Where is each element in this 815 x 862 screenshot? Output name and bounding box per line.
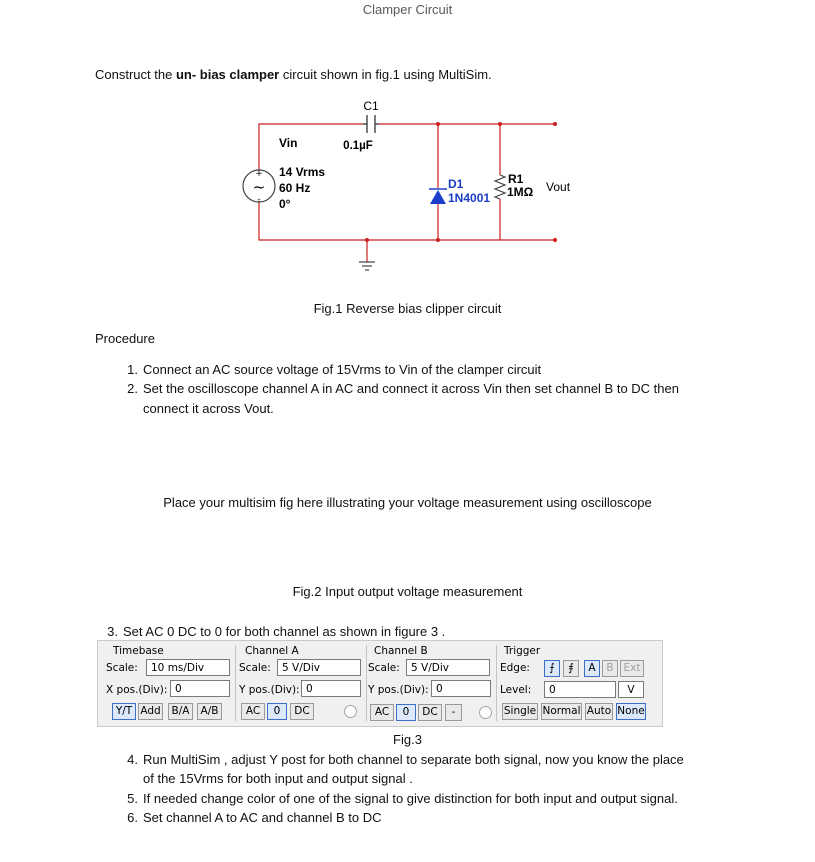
source-frequency: 60 Hz — [279, 181, 311, 195]
junction-resistor-top — [498, 122, 502, 126]
channel-b-ypos-label: Y pos.(Div): — [368, 684, 429, 696]
channel-b-ypos-input[interactable]: 0 — [431, 680, 491, 697]
ab-button[interactable]: A/B — [197, 703, 222, 720]
terminal-vout-top — [553, 122, 557, 126]
source-label-vin: Vin — [279, 136, 298, 150]
terminal-vout-bottom — [553, 238, 557, 242]
step-number: 3. — [107, 624, 118, 639]
output-label-vout: Vout — [546, 180, 571, 194]
capacitor-ref: C1 — [363, 99, 379, 113]
step-text-continued: of the 15Vrms for both input and output signal . — [143, 771, 413, 786]
trigger-edge-label: Edge: — [500, 662, 530, 674]
diode-part: 1N4001 — [448, 191, 491, 205]
step-text: Set AC 0 DC to 0 for both channel as shown in figure 3 . — [123, 624, 446, 639]
channel-b-title: Channel B — [374, 645, 428, 657]
channel-a-scale-input[interactable]: 5 V/Div — [277, 659, 361, 676]
procedure-heading: Procedure — [95, 331, 155, 346]
channel-a-ypos-input[interactable]: 0 — [301, 680, 361, 697]
step-number: 2. — [127, 381, 138, 396]
timebase-xpos-input[interactable]: 0 — [170, 680, 230, 697]
source-minus: - — [257, 195, 261, 205]
none-mode-button[interactable]: None — [616, 703, 646, 720]
auto-mode-button[interactable]: Auto — [585, 703, 613, 720]
timebase-scale-label: Scale: — [106, 662, 138, 674]
channel-b-scale-label: Scale: — [368, 662, 400, 674]
timebase-xpos-label: X pos.(Div): — [106, 684, 168, 696]
channel-b-dc-button[interactable]: DC — [418, 704, 442, 721]
step-number: 1. — [127, 362, 138, 377]
step-text: Run MultiSim , adjust Y post for both channel to separate both signal, now you know the place — [143, 752, 684, 767]
resistor-value: 1MΩ — [507, 185, 534, 199]
junction-diode-bottom — [436, 238, 440, 242]
channel-a-scale-label: Scale: — [239, 662, 271, 674]
bottom-wire — [259, 201, 555, 240]
channel-b-invert-button[interactable]: - — [445, 704, 462, 721]
source-phase: 0° — [279, 197, 291, 211]
ground-symbol — [359, 262, 375, 270]
oscilloscope-settings-panel — [97, 640, 663, 727]
clamper-circuit-diagram — [0, 0, 815, 300]
trigger-source-a-button[interactable]: A — [584, 660, 600, 677]
channel-a-zero-button[interactable]: 0 — [267, 703, 287, 720]
channel-a-radio[interactable] — [344, 705, 357, 718]
resistor-symbol — [495, 175, 505, 199]
step-number: 4. — [127, 752, 138, 767]
trigger-title: Trigger — [504, 645, 541, 657]
timebase-title: Timebase — [113, 645, 164, 657]
channel-b-zero-button[interactable]: 0 — [396, 704, 416, 721]
junction-diode-top — [436, 122, 440, 126]
later-steps-list — [118, 750, 738, 830]
junction-ground — [365, 238, 369, 242]
page-header-title: Clamper Circuit — [362, 2, 453, 17]
diode-ref: D1 — [448, 177, 464, 191]
fig1-caption: Fig.1 Reverse bias clipper circuit — [313, 301, 502, 316]
step-text: Set channel A to AC and channel B to DC — [143, 810, 382, 825]
step-text: Set the oscilloscope channel A in AC and connect it across Vin then set channel B to DC then — [143, 381, 679, 396]
channel-a-dc-button[interactable]: DC — [290, 703, 314, 720]
figure-placeholder-text: Place your multisim fig here illustrating your voltage measurement using oscilloscope — [163, 495, 652, 510]
channel-a-ypos-label: Y pos.(Div): — [239, 684, 300, 696]
resistor-ref: R1 — [508, 172, 524, 186]
step-text: Connect an AC source voltage of 15Vrms to Vin of the clamper circuit — [143, 362, 542, 377]
capacitor-symbol — [363, 115, 379, 133]
trigger-level-label: Level: — [500, 684, 532, 696]
trigger-level-input[interactable]: 0 — [544, 681, 616, 698]
step-number: 5. — [127, 791, 138, 806]
fig3-caption: Fig.3 — [393, 732, 422, 747]
normal-mode-button[interactable]: Normal — [541, 703, 582, 720]
source-voltage: 14 Vrms — [279, 165, 326, 179]
step-number: 6. — [127, 810, 138, 825]
trigger-level-unit[interactable]: V — [618, 681, 644, 698]
procedure-list — [118, 360, 738, 420]
channel-a-title: Channel A — [245, 645, 299, 657]
fig2-caption: Fig.2 Input output voltage measurement — [292, 584, 523, 599]
channel-b-scale-input[interactable]: 5 V/Div — [406, 659, 490, 676]
source-plus: + — [255, 169, 263, 179]
falling-edge-icon[interactable]: ⨎ — [563, 660, 579, 677]
trigger-source-b-button[interactable]: B — [602, 660, 618, 677]
panel-divider — [496, 645, 497, 721]
ac-source-symbol — [243, 169, 275, 205]
channel-b-ac-button[interactable]: AC — [370, 704, 394, 721]
channel-b-radio[interactable] — [479, 706, 492, 719]
intro-suffix: circuit shown in fig.1 using MultiSim. — [279, 67, 492, 82]
yt-button[interactable]: Y/T — [112, 703, 136, 720]
source-tilde: ~ — [252, 178, 266, 196]
step3-item — [98, 622, 598, 642]
panel-divider — [366, 645, 367, 721]
step-text: If needed change color of one of the signal to give distinction for both input and output signal. — [143, 791, 678, 806]
panel-divider — [235, 645, 236, 721]
trigger-source-ext-button[interactable]: Ext — [620, 660, 644, 677]
capacitor-value: 0.1µF — [343, 140, 373, 152]
ba-button[interactable]: B/A — [168, 703, 193, 720]
single-mode-button[interactable]: Single — [502, 703, 538, 720]
channel-a-ac-button[interactable]: AC — [241, 703, 265, 720]
diode-symbol — [429, 189, 447, 204]
rising-edge-icon[interactable]: ⨍ — [544, 660, 560, 677]
intro-prefix: Construct the — [95, 67, 176, 82]
add-button[interactable]: Add — [138, 703, 163, 720]
timebase-scale-input[interactable]: 10 ms/Div — [146, 659, 230, 676]
step-text-continued: connect it across Vout. — [143, 401, 274, 416]
intro-bold: un- bias clamper — [175, 67, 280, 82]
